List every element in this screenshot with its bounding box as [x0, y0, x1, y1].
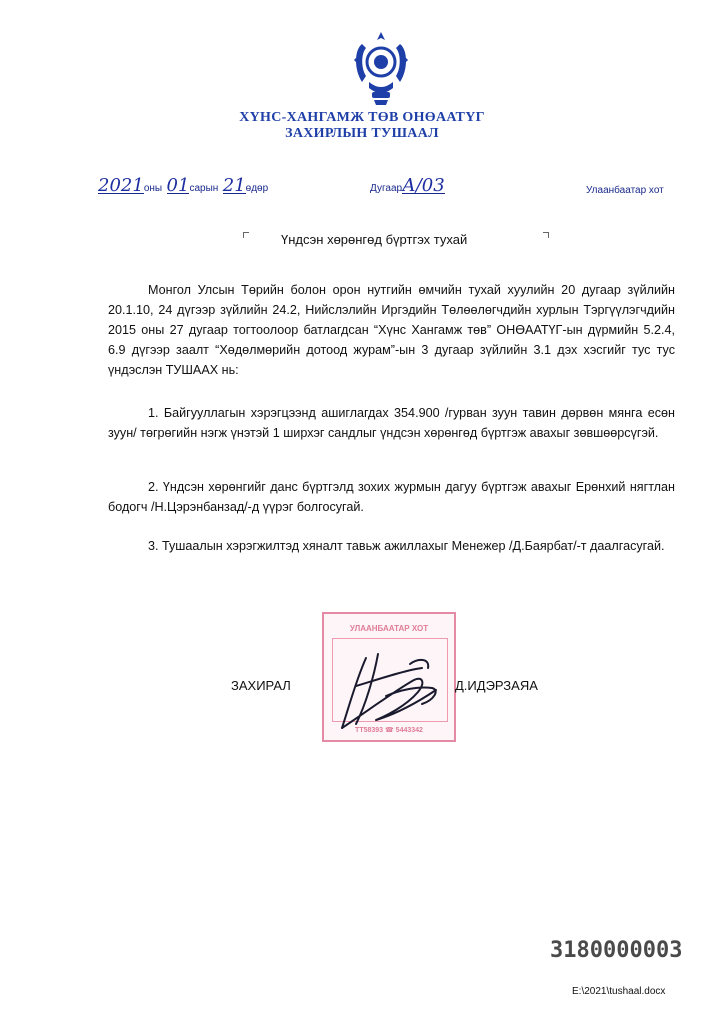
city: Улаанбаатар хот [586, 185, 664, 196]
signatory-name: Д.ИДЭРЗАЯА [455, 678, 538, 693]
main-paragraph-text: Монгол Улсын Төрийн болон орон нутгийн өмчийн тухай хуулийн 20 дугаар зүйлийн 20.1.10, 24 дүгээр зүйлийн 24.2, Нийслэлийн Иргэдийн Төлөөлөгчдийн хурлын Тэргүүлэгчдийн 2015 оны 27 дугаар тогтоолоор батлагдсан “Хүнс Хангамж төв” ОНӨААТҮГ-ын дүрмийн 5.2.4, 6.9 дүгээр заалт “Хөдөлмөрийн дотоод журам”-ын 3 дугаар зүйлийн 3.1 дэх хэсгийг тус тус үндэслэн ТУШААХ нь: [108, 283, 675, 377]
bracket-left [243, 232, 249, 238]
file-path: E:\2021\tushaal.docx [572, 986, 666, 997]
document-registration-number: 3180000003 [550, 938, 683, 963]
date-row [98, 175, 269, 196]
day-suffix: өдөр [245, 183, 269, 194]
main-paragraph [108, 280, 675, 380]
order-item-1-text: 1. Байгууллагын хэрэгцээнд ашиглагдах 354.900 /гурван зуун тавин дөрвөн мянга есөн зуун/ төгрөгийн нэгж үнэтэй 1 ширхэг сандлыг үндсэн хөрөнгөд бүртгэж авахыг зөвшөөрсүгэй. [108, 406, 675, 440]
order-item-2-text: 2. Үндсэн хөрөнгийг данс бүртгэлд зохих журмын дагуу бүртгэж авахыг Ерөнхий нягтлан бодогч /Н.Цэрэнбанзад/-д үүрэг болгосугай. [108, 480, 675, 514]
month-suffix: сарын [189, 183, 219, 194]
order-item-2 [108, 477, 675, 517]
date-year: 2021 [98, 175, 144, 196]
subject-row [243, 228, 549, 248]
organization-name: ХҮНС-ХАНГАМЖ ТӨВ ОНӨААТҮГ [239, 110, 485, 125]
date-month: 01 [166, 175, 190, 196]
state-emblem-icon [352, 30, 410, 106]
subject: Үндсэн хөрөнгөд бүртгэх тухай [281, 232, 468, 247]
stamp-bottom-text: ТТ58393 ☎ 5443342 [355, 727, 423, 734]
order-item-3-text: 3. Тушаалын хэрэгжилтэд хяналт тавьж ажиллахыг Менежер /Д.Баярбат/-т даалгасугай. [148, 539, 665, 553]
order-item-3 [108, 536, 675, 556]
number-label: Дугаар [370, 183, 403, 194]
number-row [370, 175, 445, 196]
year-suffix: оны [143, 183, 163, 194]
document-type: ЗАХИРЛЫН ТУШААЛ [285, 126, 439, 141]
date-day: 21 [222, 175, 246, 196]
order-item-1 [108, 403, 675, 443]
order-number: А/03 [402, 175, 445, 196]
handwritten-signature [326, 640, 456, 740]
stamp-top-text: УЛААНБААТАР ХОТ [349, 624, 429, 633]
bracket-right [543, 232, 549, 238]
signatory-title: ЗАХИРАЛ [231, 678, 291, 693]
